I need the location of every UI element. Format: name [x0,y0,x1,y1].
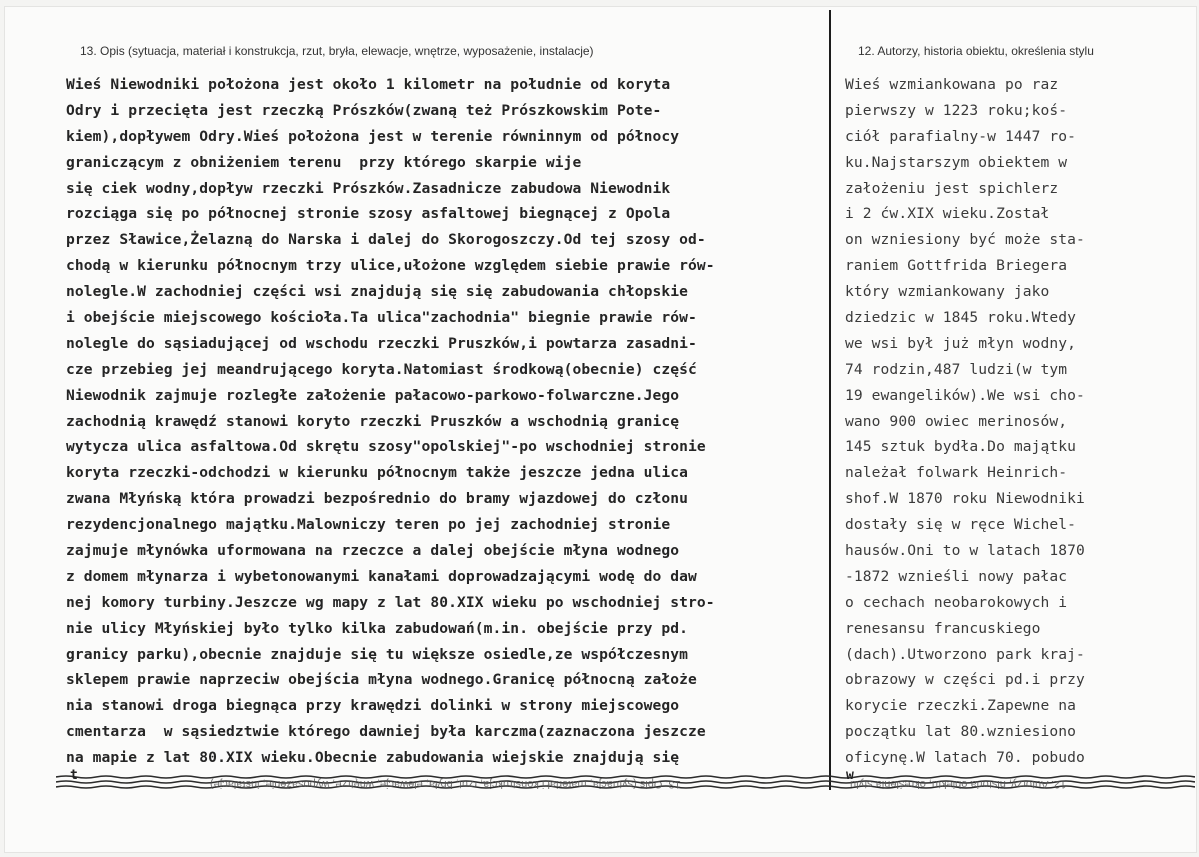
right-column-header: 12. Autorzy, historia obiektu, określenia stylu [858,44,1094,58]
left-text-line: na mapie z lat 80.XIX wieku.Obecnie zabudowania wiejskie znajdują się [66,749,680,767]
right-text-line: shof.W 1870 roku Niewodniki [845,490,1085,508]
right-text-line: we wsi był już młyn wodny, [845,334,1077,352]
left-text-line: graniczącym z obniżeniem terenu przy którego skarpie wije [66,153,582,171]
left-text-line: chodą w kierunku północnym trzy ulice,ułożone względem siebie prawie rów- [66,257,715,275]
right-text-line: dostały się w ręce Wichel- [845,516,1077,534]
left-text-line: zachodnią krawędź stanowi koryto rzeczki Pruszków a wschodnią granicę [66,412,680,430]
right-text-line: korycie rzeczki.Zapewne na [845,697,1077,715]
left-text-line: rezydencjonalnego majątku.Malowniczy teren po jej zachodniej stronie [66,516,671,534]
left-text-line: cmentarza w sąsiedztwie którego dawniej była karczma(zaznaczona jeszcze [66,723,706,741]
right-text-line: (dach).Utworzono park kraj- [845,645,1085,663]
right-text-line: pierwszy w 1223 roku;koś- [845,101,1068,119]
column-divider [829,10,831,790]
right-text-line: który wzmiankowany jako [845,283,1050,301]
right-text-line: on wzniesiony być może sta- [845,231,1085,249]
left-footer-mark: t [70,768,78,783]
right-text-line: o cechach neobarokowych i [845,593,1068,611]
left-text-line: i obejście miejscowego kościoła.Ta ulica"zachodnia" biegnie prawie rów- [66,309,697,327]
left-text-line: się ciek wodny,dopływ rzeczki Prószków.Zasadnicze zabudowa Niewodnik [66,179,671,197]
right-text-line: należał folwark Heinrich- [845,464,1068,482]
left-text-line: Niewodnik zajmuje rozległe założenie pałacowo-parkowo-folwarczne.Jego [66,386,680,404]
right-text-line: dziedzic w 1845 roku.Wtedy [845,309,1077,327]
right-mirrored-footer: 12. Autorzy, historia obiektu, określenia stylu [850,778,1067,790]
left-mirrored-footer: 13. Opis (sytuacja, materiał i konstrukcja, rzut, bryła, elewacje, wnętrze, wyposażenie, instalacje) [210,778,681,790]
left-text-line: rozciąga się po północnej stronie szosy asfaltowej biegnącej z Opola [66,205,671,223]
right-text-line: hausów.Oni to w latach 1870 [845,542,1085,560]
right-text-line: -1872 wznieśli nowy pałac [845,567,1068,585]
right-text-line: Wieś wzmiankowana po raz [845,76,1059,93]
right-text-line: raniem Gottfrida Briegera [845,257,1068,275]
right-text-line: ciół parafialny-w 1447 ro- [845,127,1077,145]
left-text-line: Wieś Niewodniki położona jest około 1 kilometr na południe od koryta [66,76,671,93]
left-text-line: zajmuje młynówka uformowana na rzeczce a dalej obejście młyna wodnego [66,542,680,560]
left-column-header: 13. Opis (sytuacja, materiał i konstrukcja, rzut, bryła, elewacje, wnętrze, wyposażenie, instalacje) [80,44,594,58]
left-text-line: kiem),dopływem Odry.Wieś położona jest w terenie równinnym od północy [66,127,680,145]
left-text-line: z domem młynarza i wybetonowanymi kanałami doprowadzającymi wodę do daw [66,567,697,585]
right-text-line: oficynę.W latach 70. pobudo [845,749,1085,767]
right-text-line: obrazowy w części pd.i przy [845,671,1085,689]
left-text-line: nolegle.W zachodniej części wsi znajdują się się zabudowania chłopskie [66,283,689,301]
right-footer-mark: w [846,768,854,783]
left-text-line: nie ulicy Młyńskiej było tylko kilka zabudowań(m.in. obejście przy pd. [66,619,689,637]
right-text-line: 145 sztuk bydła.Do majątku [845,438,1077,456]
right-text-line: początku lat 80.wzniesiono [845,723,1077,741]
left-text-line: nolegle do sąsiadującej od wschodu rzeczki Pruszków,i powtarza zasadni- [66,334,697,352]
left-text-line: wytycza ulica asfaltowa.Od skrętu szosy"opolskiej"-po wschodniej stronie [66,438,706,456]
left-text-line: zwana Młyńską która prowadzi bezpośrednio do bramy wjazdowej do członu [66,490,689,508]
right-text-line: renesansu francuskiego [845,619,1041,637]
left-text-line: sklepem prawie naprzeciw obejścia młyna wodnego.Granicę północną założe [66,671,697,689]
left-text-line: nej komory turbiny.Jeszcze wg mapy z lat 80.XIX wieku po wschodniej stro- [66,593,715,611]
left-column-text [66,72,715,771]
right-text-line: wano 900 owiec merinosów, [845,412,1068,430]
right-text-line: ku.Najstarszym obiektem w [845,153,1068,171]
left-text-line: Odry i przecięta jest rzeczką Prószków(zwaną też Prószkowskim Pote- [66,101,662,119]
right-column-text [845,72,1085,771]
left-text-line: nia stanowi droga biegnąca przy krawędzi dolinki w strony miejscowego [66,697,680,715]
right-text-line: 74 rodzin,487 ludzi(w tym [845,360,1068,378]
left-text-line: przez Sławice,Żelazną do Narska i dalej do Skorogoszczy.Od tej szosy od- [66,231,706,249]
left-text-line: granicy parku),obecnie znajduje się tu większe osiedle,ze współczesnym [66,645,689,663]
right-text-line: 19 ewangelików).We wsi cho- [845,386,1085,404]
left-text-line: koryta rzeczki-odchodzi w kierunku północnym także jeszcze jedna ulica [66,464,689,482]
left-text-line: cze przebieg jej meandrującego koryta.Natomiast środkową(obecnie) część [66,360,697,378]
right-text-line: założeniu jest spichlerz [845,179,1059,197]
right-text-line: i 2 ćw.XIX wieku.Został [845,205,1050,223]
